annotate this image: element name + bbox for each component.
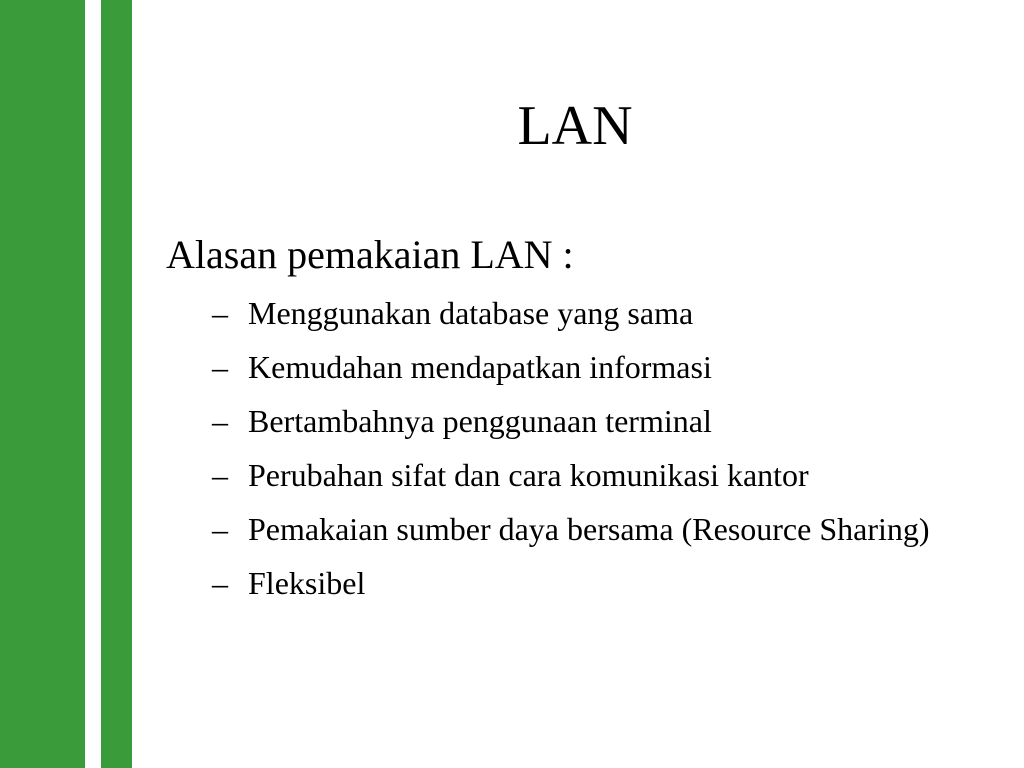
bullet-item: [212, 564, 972, 602]
bullet-list: [212, 294, 972, 618]
bullet-text: Perubahan sifat dan cara komunikasi kantor: [248, 457, 809, 493]
bullet-text: Bertambahnya penggunaan terminal: [248, 403, 712, 439]
bullet-item: [212, 402, 972, 440]
bullet-text: Fleksibel: [248, 565, 366, 601]
slide-heading: Alasan pemakaian LAN :: [166, 232, 574, 277]
left-green-stripe-narrow: [101, 0, 132, 768]
bullet-text: Kemudahan mendapatkan informasi: [248, 349, 712, 385]
bullet-dash: –: [212, 349, 228, 385]
left-green-stripe-wide: [0, 0, 85, 768]
bullet-dash: –: [212, 511, 228, 547]
bullet-text: Pemakaian sumber daya bersama (Resource Sharing): [248, 511, 930, 547]
bullet-item: [212, 348, 972, 386]
bullet-dash: –: [212, 457, 228, 493]
bullet-dash: –: [212, 565, 228, 601]
bullet-dash: –: [212, 403, 228, 439]
bullet-item: [212, 510, 972, 548]
bullet-text: Menggunakan database yang sama: [248, 295, 694, 331]
bullet-item: [212, 456, 972, 494]
slide-title: LAN: [517, 95, 633, 157]
bullet-item: [212, 294, 972, 332]
bullet-dash: –: [212, 295, 228, 331]
